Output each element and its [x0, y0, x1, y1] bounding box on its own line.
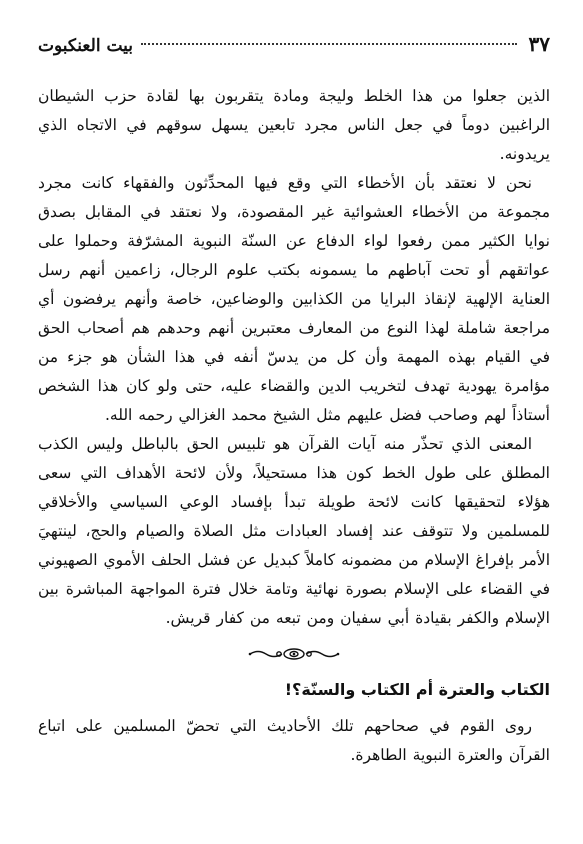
header-leader-dots	[141, 43, 517, 45]
decorative-divider-icon	[38, 646, 550, 664]
book-title: بيت العنكبوت	[38, 36, 134, 56]
page-number: ٣٧	[528, 32, 550, 56]
paragraph-quran-warning: المعنى الذي تحذّر منه آيات القرآن هو تلبيس الحق بالباطل وليس الكذب المطلق على طول الخط كون هذا مستحيلاً، ولأن لائحة الأهداف التي سعى هؤلاء لتحقيقها كانت لائحة طويلة تبدأ بإفساد الوعي السياسي والأخلاقي للمسلمين ولا تتوقف عند إفساد العبادات مثل الصلاة والصيام والحج، لينتهيَ الأمر بإفراغ الإسلام من مضمونه كاملاً كبديل عن فشل الحلف الأموي الصهيوني في القضاء على الإسلام بصورة نهائية وتامة خلال فترة المواجهة المباشرة بين الإسلام والكفر بقيادة أبي سفيان ومن تبعه من كفار قريش.	[38, 435, 550, 627]
section-heading: الكتاب والعترة أم الكتاب والسنّة؟!	[284, 680, 550, 699]
running-header	[38, 30, 550, 58]
paragraph-section-intro: روى القوم في صحاحهم تلك الأحاديث التي تحضّ المسلمين على اتباع القرآن والعترة النبوية الطاهرة.	[38, 717, 550, 764]
body-text	[38, 82, 550, 770]
paragraph-continued: الذين جعلوا من هذا الخلط وليجة ومادة يتقربون بها لقادة حزب الشيطان الراغبين دوماً في جعل الناس مجرد تابعين يسهل سوقهم في الاتجاه الذي يريدونه.	[38, 87, 550, 163]
paragraph-narrators-errors: نحن لا نعتقد بأن الأخطاء التي وقع فيها المحدِّثون والفقهاء كانت مجرد مجموعة من الأخطاء العشوائية غير المقصودة، ولا نعتقد في المقابل بصدق نوايا الكثير ممن رفعوا لواء الدفاع عن السنّة النبوية المشرّفة وحملوا على عواتقهم أو تحت آباطهم ما يسمونه بكتب علوم الرجال، زاعمين أنهم رسل العناية الإلهية لإنقاذ البرايا من الكذابين والوضاعين، خاصة وأنهم يرفضون أي مراجعة شاملة لهذا النوع من المعارف معتبرين أنهم وحدهم هم أصحاب الحق في القيام بهذه المهمة وأن كل من يدسّ أنفه في هذا الشأن هو جزء من مؤامرة يهودية تهدف لتخريب الدين والقضاء عليه، حتى ولو كان هذا الشخص أستاذاً لهم وصاحب فضل عليهم مثل الشيخ محمد الغزالي رحمه الله.	[38, 174, 550, 424]
